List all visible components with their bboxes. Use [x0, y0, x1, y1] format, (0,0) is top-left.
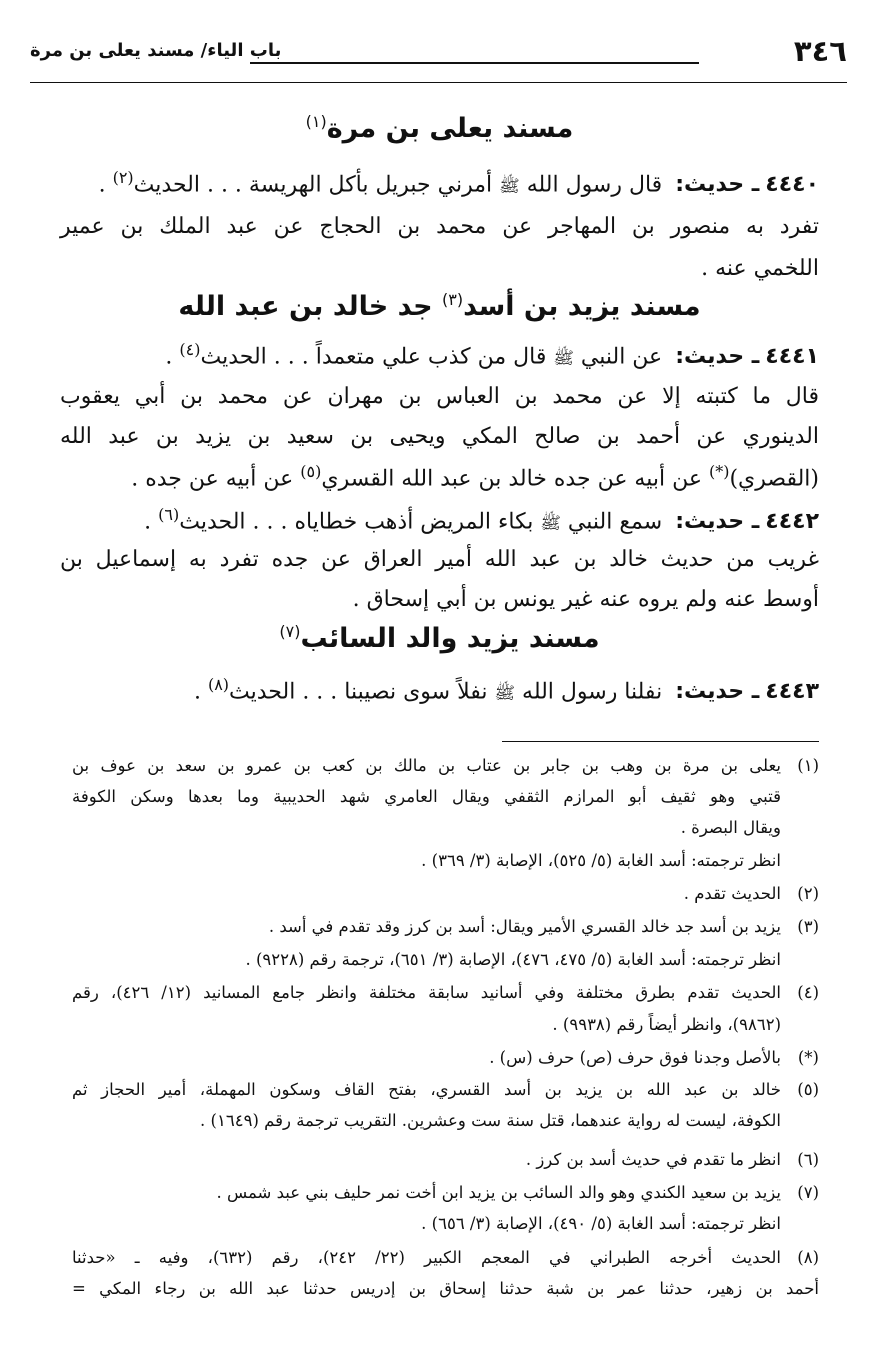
paragraph-line: اللخمي عنه . — [701, 256, 819, 281]
footnote-line: انظر ترجمته: أسد الغابة (٥/ ٥٢٥)، الإصابة (٣/ ٣٦٩) . — [421, 851, 781, 870]
hadith-text: قال رسول الله — [519, 172, 670, 198]
footnote-3 — [72, 917, 819, 936]
footnote-7 — [72, 1183, 819, 1202]
hadith-end: . — [193, 679, 208, 705]
salawat-glyph: ﷺ — [494, 683, 516, 704]
footnote-text: الحديث أخرجه الطبراني في المعجم الكبير (٢٢/ ٢٤٢)، رقم (٦٣٢)، وفيه ـ «حدثنا — [72, 1248, 781, 1267]
hadith-text: أمرني جبريل بأكل الهريسة . . . الحديث — [133, 172, 500, 198]
salawat-glyph: ﷺ — [540, 513, 561, 534]
section-heading-yazid-saib — [0, 622, 879, 654]
footnote-ref: (٥) — [300, 462, 322, 481]
footnote-8 — [72, 1248, 819, 1267]
hadith-text: قال من كذب علي متعمداً . . . الحديث — [200, 344, 554, 370]
hadith-label: ـ حديث: — [675, 172, 760, 198]
paragraph-text: عن أبيه عن جده . — [131, 466, 301, 492]
footnote-ref: (٢) — [112, 168, 134, 187]
hadith-number: ٤٤٤٣ — [765, 679, 819, 705]
footnote-text: بالأصل وجدنا فوق حرف (ص) حرف (س) . — [489, 1048, 781, 1067]
footnote-ref: (١) — [305, 112, 327, 131]
footnote-text: الحديث تقدم بطرق مختلفة وفي أسانيد سابقة مختلفة وانظر جامع المسانيد (١٢/ ٤٢٦)، رقم — [72, 983, 781, 1002]
hadith-end: . — [98, 172, 113, 198]
hadith-label: ـ حديث: — [675, 344, 760, 370]
footnote-text: انظر ما تقدم في حديث أسد بن كرز . — [525, 1150, 781, 1169]
footnote-4 — [72, 983, 819, 1002]
footnote-text: يعلى بن مرة بن وهب بن جابر بن عتاب بن مالك بن كعب بن عمرو بن سعد بن عوف بن — [72, 756, 781, 775]
footnote-text: يزيد بن أسد جد خالد القسري الأمير ويقال: أسد بن كرز وقد تقدم في أسد . — [268, 917, 781, 936]
footnote-number: (٧) — [797, 1183, 819, 1202]
paragraph-line: الدينوري عن أحمد بن صالح المكي ويحيى بن سعيد بن يزيد بن عبد الله — [60, 424, 819, 449]
hadith-4442 — [60, 505, 819, 537]
hadith-text: نفلنا رسول الله — [515, 679, 670, 705]
section-title-suffix: جد خالد بن عبد الله — [178, 291, 443, 322]
section-title: مسند يعلى بن مرة — [326, 113, 574, 144]
footnote-number: (٢) — [797, 884, 819, 903]
footnote-number: (٣) — [797, 917, 819, 936]
header-rule — [30, 82, 847, 83]
footnote-ref: (*) — [708, 462, 730, 481]
hadith-end: . — [144, 509, 159, 535]
hadith-4441 — [60, 340, 819, 372]
salawat-glyph: ﷺ — [499, 176, 520, 197]
footnote-number: (٥) — [797, 1080, 819, 1099]
footnote-text: خالد بن عبد الله بن يزيد بن أسد القسري، بفتح القاف وسكون المهملة، أمير الحجاز ثم — [72, 1080, 781, 1099]
hadith-text: سمع النبي — [560, 509, 670, 535]
paragraph-text: (القصري) — [729, 466, 819, 492]
hadith-label: ـ حديث: — [675, 679, 760, 705]
hadith-number: ٤٤٤١ — [765, 344, 819, 370]
footnote-ref: (٧) — [279, 622, 301, 641]
footnote-number: (٨) — [797, 1248, 819, 1267]
footnote-line: ويقال البصرة . — [680, 818, 781, 837]
paragraph-line: أوسط عنه ولم يروه عنه غير يونس بن أبي إسحاق . — [352, 587, 819, 612]
paragraph-line: تفرد به منصور بن المهاجر عن محمد بن الحجاج عن عبد الملك بن عمير — [60, 214, 819, 239]
footnote-ref: (٤) — [179, 340, 201, 359]
hadith-4440 — [60, 168, 819, 200]
section-heading-yazid-asad — [0, 290, 879, 322]
footnote-ref: (٨) — [207, 675, 230, 694]
header-line — [250, 62, 699, 64]
paragraph-line — [60, 462, 819, 491]
hadith-text: نفلاً سوى نصيبنا . . . الحديث — [229, 679, 495, 705]
footnote-text: يزيد بن سعيد الكندي وهو والد السائب بن يزيد ابن أخت نمر حليف بني عبد شمس . — [216, 1183, 781, 1202]
footnote-number: (١) — [797, 756, 819, 775]
footnote-ref: (٦) — [158, 505, 180, 524]
paragraph-line: قال ما كتبته إلا عن محمد بن العباس بن مهران عن محمد بن أبي يعقوب — [60, 384, 819, 409]
hadith-4443 — [60, 675, 819, 707]
footnote-text: الحديث تقدم . — [683, 884, 781, 903]
footnote-number: (*) — [797, 1048, 819, 1067]
footnote-ref: (٣) — [442, 290, 464, 309]
hadith-text: بكاء المريض أذهب خطاياه . . . الحديث — [179, 509, 541, 535]
footnote-2 — [72, 884, 819, 903]
section-title: مسند يزيد والد السائب — [300, 623, 600, 654]
paragraph-line: غريب من حديث خالد بن عبد الله أمير العراق عن جده تفرد به إسماعيل بن — [60, 547, 819, 572]
section-heading-yala — [0, 112, 879, 144]
footnote-separator — [502, 741, 819, 742]
footnote-number: (٦) — [797, 1150, 819, 1169]
footnote-number: (٤) — [797, 983, 819, 1002]
page-header — [30, 28, 847, 88]
footnote-line: الكوفة، ليست له رواية عندهما، قتل سنة ست وعشرين. التقريب ترجمة رقم (١٦٤٩) . — [200, 1111, 781, 1130]
hadith-number: ٤٤٤٢ — [765, 509, 819, 535]
footnote-1 — [72, 756, 819, 775]
footnote-5 — [72, 1080, 819, 1099]
page-number: ٣٤٦ — [793, 34, 847, 68]
footnote-line: أحمد بن زهير، حدثنا عمر بن شبة حدثنا إسحاق بن إدريس حدثنا عبد الله بن رجاء المكي = — [72, 1279, 819, 1298]
running-title: باب الياء/ مسند يعلى بن مرة — [30, 40, 282, 61]
hadith-text: عن النبي — [573, 344, 670, 370]
footnote-line: (٩٨٦٢)، وانظر أيضاً رقم (٩٩٣٨) . — [552, 1015, 781, 1034]
paragraph-text: عن أبيه عن جده خالد بن عبد الله القسري — [321, 466, 709, 492]
footnote-line: قتبي وهو ثقيف أبو المرازم الثقفي ويقال العامري شهد الحديبية وما بعدها وسكن الكوفة — [72, 787, 781, 806]
hadith-number: ٤٤٤٠ — [765, 172, 819, 198]
hadith-label: ـ حديث: — [675, 509, 760, 535]
hadith-end: . — [165, 344, 180, 370]
section-title: مسند يزيد بن أسد — [463, 291, 701, 322]
footnote-star — [72, 1048, 819, 1067]
footnote-line: انظر ترجمته: أسد الغابة (٥/ ٤٧٥، ٤٧٦)، الإصابة (٣/ ٦٥١)، ترجمة رقم (٩٢٢٨) . — [245, 950, 781, 969]
salawat-glyph: ﷺ — [553, 348, 574, 369]
footnote-line: انظر ترجمته: أسد الغابة (٥/ ٤٩٠)، الإصابة (٣/ ٦٥٦) . — [421, 1214, 781, 1233]
footnote-6 — [72, 1150, 819, 1169]
